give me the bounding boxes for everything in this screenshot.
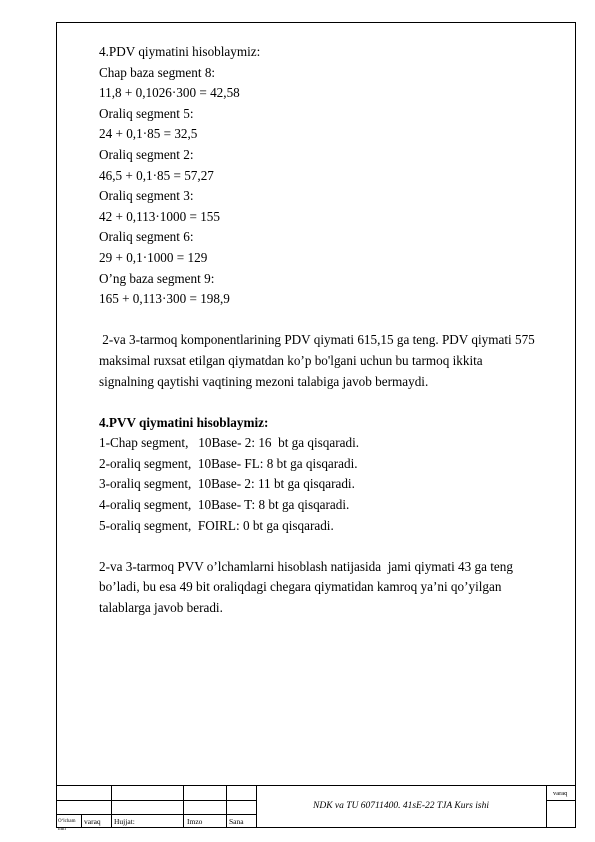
text-line: 2-va 3-tarmoq komponentlarining PDV qiymati 615,15 ga teng. PDV qiymati 575 — [99, 332, 535, 348]
text-line: 4-oraliq segment, 10Base- T: 8 bt ga qisqaradi. — [99, 497, 350, 513]
text-line: 3-oraliq segment, 10Base- 2: 11 bt ga qisqaradi. — [99, 476, 355, 492]
text-line: Oraliq segment 6: — [99, 229, 194, 245]
text-line: 5-oraliq segment, FOIRL: 0 bt ga qisqaradi. — [99, 517, 334, 533]
title-block — [56, 785, 576, 832]
text-line: 46,5 + 0,1·85 = 57,27 — [99, 167, 214, 183]
text-line: 42 + 0,113·1000 = 155 — [99, 208, 220, 224]
text-line — [99, 310, 569, 331]
text-line: 24 + 0,1·85 = 32,5 — [99, 126, 198, 142]
text-line: Oraliq segment 3: — [99, 188, 194, 204]
stamp-col-sana: Sana — [229, 817, 244, 826]
document-body — [99, 42, 569, 619]
text-line: talablarga javob beradi. — [99, 600, 223, 616]
text-line: signalning qaytishi vaqtining mezoni talabiga javob bermaydi. — [99, 373, 429, 389]
text-line: O’ng baza segment 9: — [99, 270, 215, 286]
text-line: 1-Chap segment, 10Base- 2: 16 bt ga qisqaradi. — [99, 435, 360, 451]
text-line — [99, 392, 569, 413]
text-line: 11,8 + 0,1026·300 = 42,58 — [99, 85, 240, 101]
text-line: 2-oraliq segment, 10Base- FL: 8 bt ga qisqaradi. — [99, 455, 358, 471]
text-line: Chap baza segment 8: — [99, 64, 216, 80]
stamp-title: NDK va TU 60711400. 41sE-22 TJA Kurs ishi — [313, 801, 489, 811]
stamp-change-label-2: mm — [58, 827, 66, 832]
text-line: 4.PVV qiymatini hisoblaymiz: — [99, 414, 269, 430]
stamp-sheet-label: varaq — [553, 790, 568, 797]
text-line: 2-va 3-tarmoq PVV o’lchamlarni hisoblash natijasida jami qiymati 43 ga teng — [99, 558, 513, 574]
stamp-col-hujjat: Hujjat: — [114, 817, 135, 826]
text-line: Oraliq segment 5: — [99, 105, 194, 121]
stamp-col-imzo: Imzo — [187, 817, 203, 826]
text-line: 165 + 0,113·300 = 198,9 — [99, 291, 230, 307]
stamp-col-varaq: varaq — [84, 817, 101, 826]
text-line: Oraliq segment 2: — [99, 146, 194, 162]
text-line: 4.PDV qiymatini hisoblaymiz: — [99, 44, 261, 59]
text-line — [99, 536, 569, 557]
text-line: maksimal ruxsat etilgan qiymatdan ko’p bo'lgani uchun bu tarmoq ikkita — [99, 352, 483, 368]
text-line: bo’ladi, bu esa 49 bit oraliqdagi chegara qiymatidan kamroq ya’ni qo’yilgan — [99, 579, 502, 595]
text-line: 29 + 0,1·1000 = 129 — [99, 249, 208, 265]
stamp-change-label: O‘lcham — [58, 819, 76, 824]
